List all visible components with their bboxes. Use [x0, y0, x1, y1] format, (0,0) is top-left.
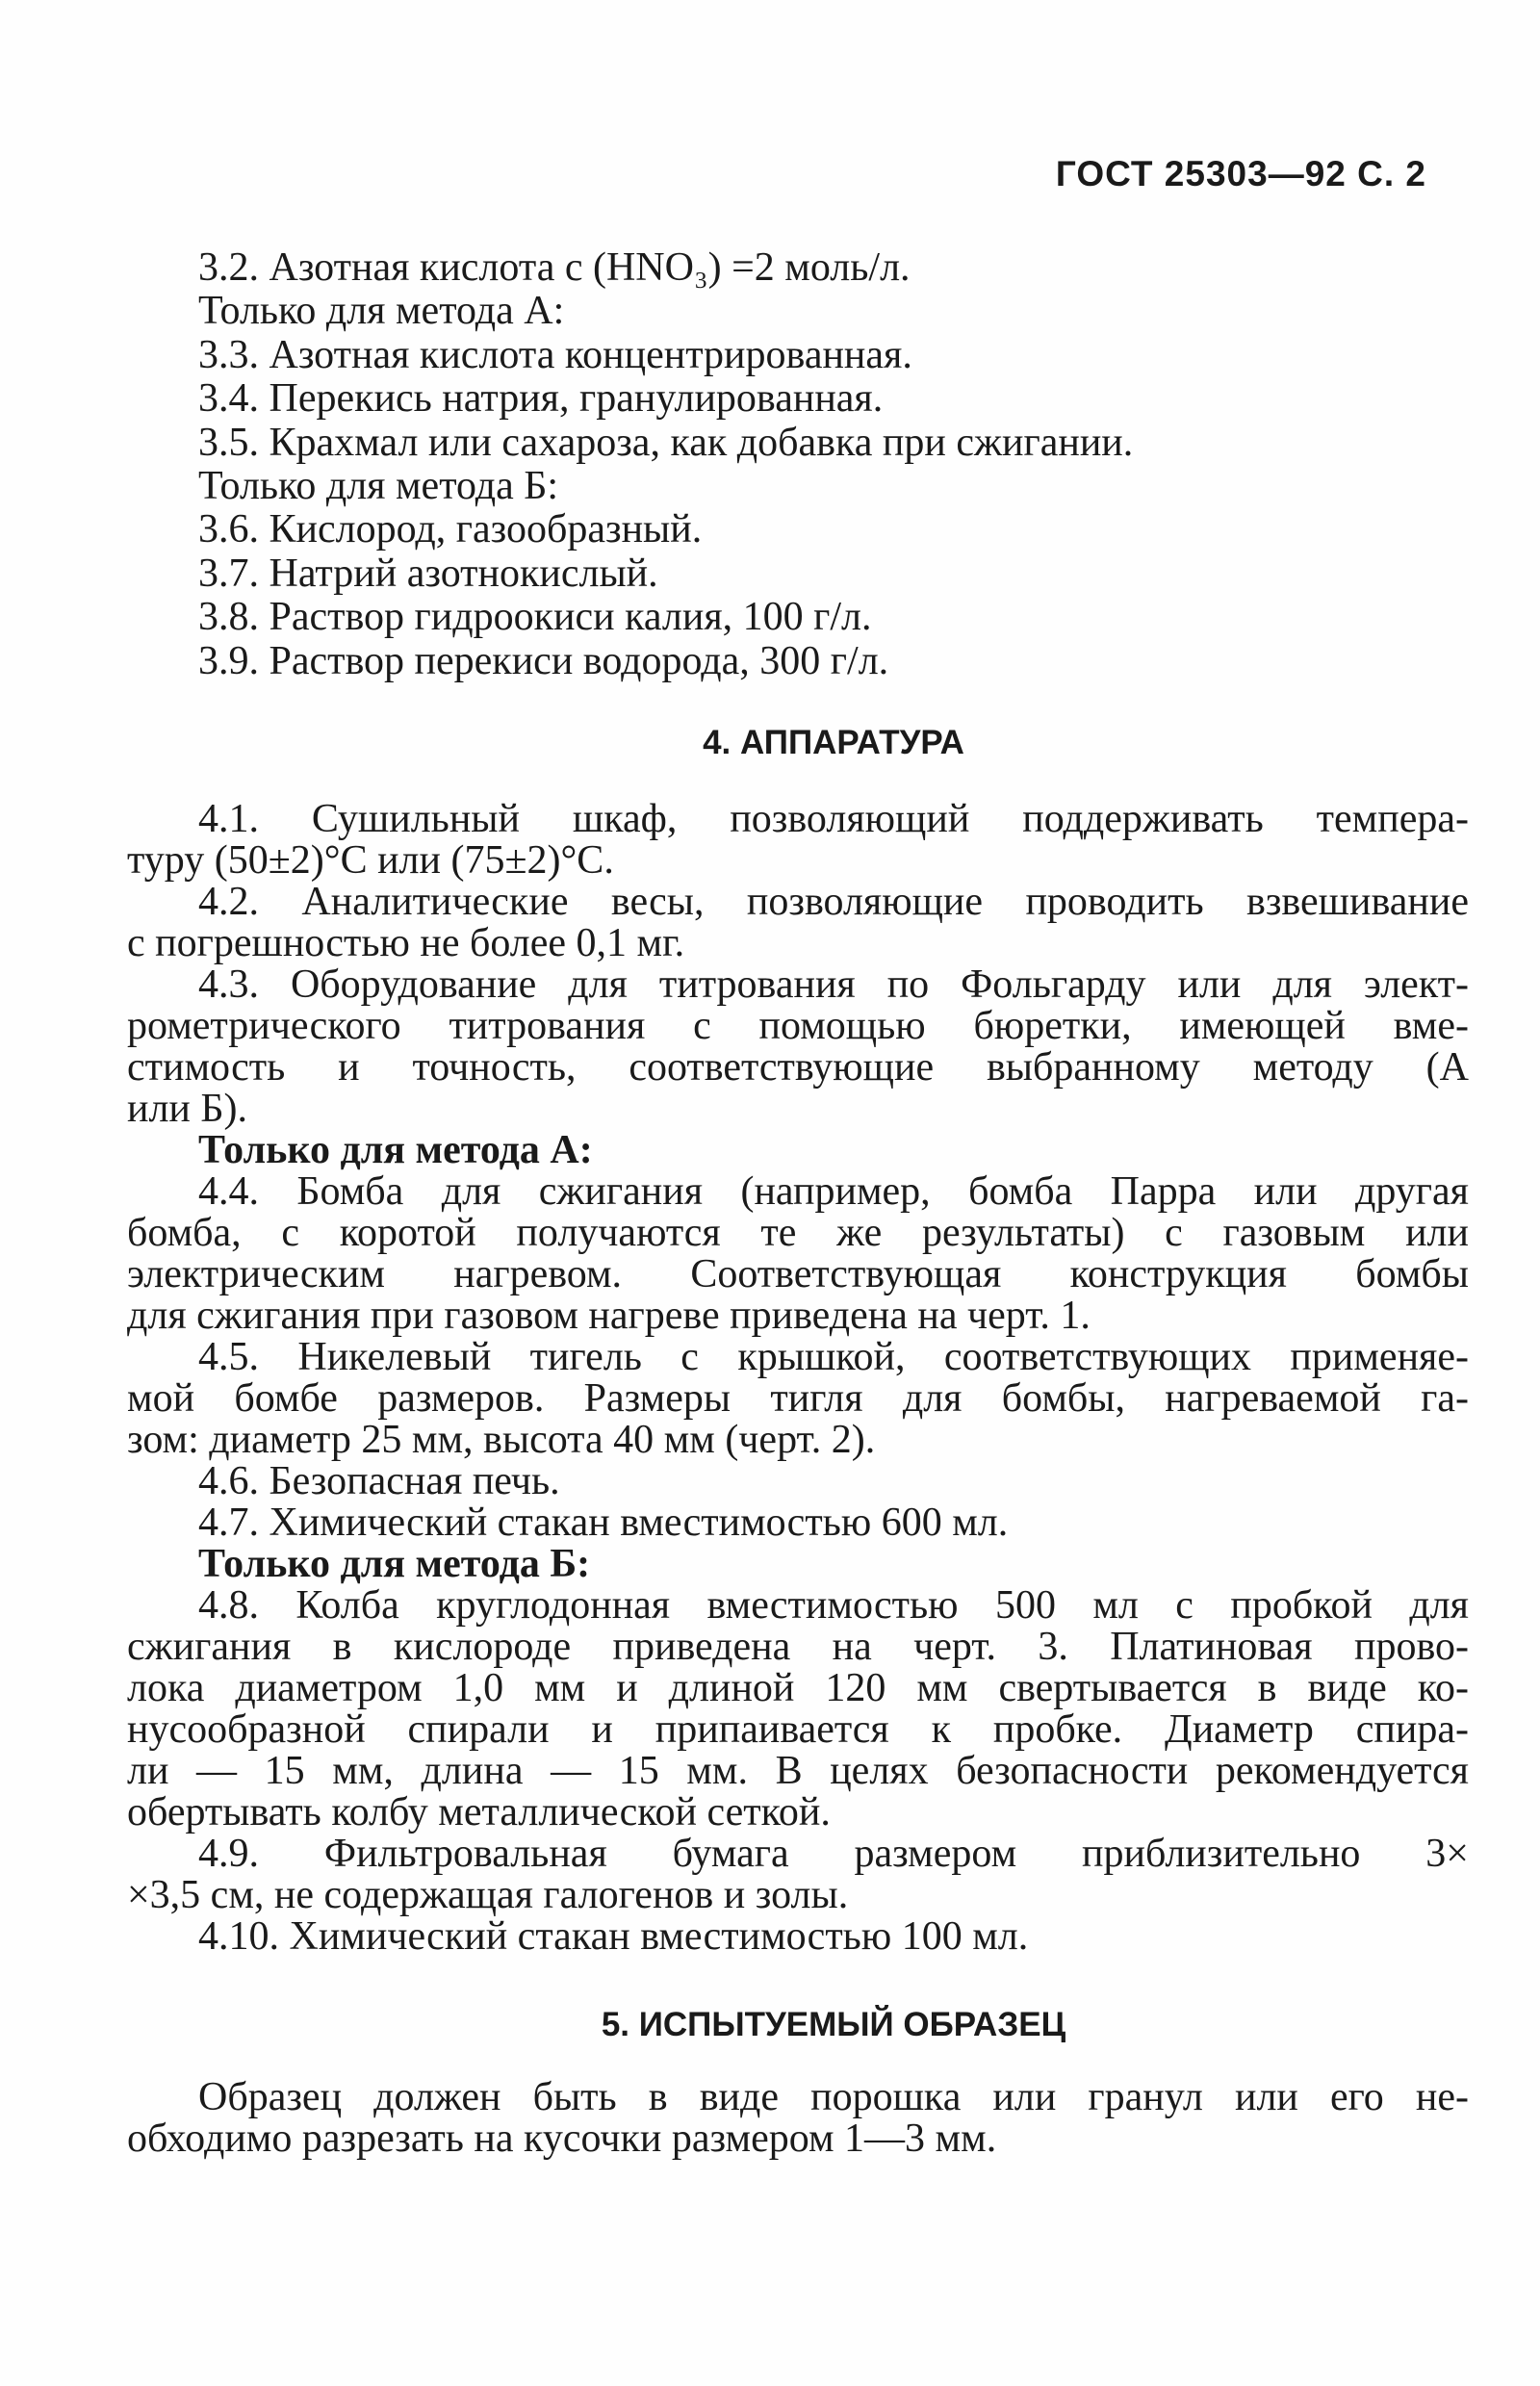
paragraph-4-8-cont: лока диаметром 1,0 мм и длиной 120 мм свертывается в виде ко- [127, 1665, 1469, 1710]
paragraph-4-4-cont: для сжигания при газовом нагреве приведена на черт. 1. [127, 1293, 1091, 1338]
method-a-note: Только для метода А: [198, 289, 565, 334]
paragraph-4-3-cont: или Б). [127, 1086, 248, 1131]
paragraph-4-8-cont: сжигания в кислороде приведена на черт. 3. Платиновая прово- [127, 1624, 1469, 1669]
paragraph-4-9-cont: ×3,5 см, не содержащая галогенов и золы. [127, 1872, 849, 1917]
page-header: ГОСТ 25303—92 С. 2 [1055, 154, 1426, 193]
paragraph-4-9: 4.9. Фильтровальная бумага размером приблизительно 3× [198, 1831, 1469, 1876]
paragraph-4-10: 4.10. Химический стакан вместимостью 100 мл. [198, 1913, 1029, 1959]
paragraph-4-8-cont: ли — 15 мм, длина — 15 мм. В целях безопасности рекомендуется [127, 1748, 1469, 1793]
reagents-list [198, 246, 1469, 683]
paragraph-4-8-cont: нусообразной спирали и припаивается к пробке. Диаметр спира- [127, 1706, 1469, 1752]
paragraph-4-5: 4.5. Никелевый тигель с крышкой, соответствующих применяе- [198, 1334, 1469, 1379]
reagent-item: 3.2. Азотная кислота c (HNO₃) =2 моль/л. [198, 245, 911, 290]
reagent-item: 3.5. Крахмал или сахароза, как добавка при сжигании. [198, 420, 1134, 465]
paragraph-4-2-cont: с погрешностью не более 0,1 мг. [127, 920, 685, 965]
paragraph-4-2: 4.2. Аналитические весы, позволяющие проводить взвешивание [198, 879, 1469, 924]
subheading-method-a: Только для метода А: [198, 1127, 593, 1172]
reagent-item: 3.9. Раствор перекиси водорода, 300 г/л. [198, 638, 889, 683]
method-b-note: Только для метода Б: [198, 463, 559, 508]
reagent-item: 3.8. Раствор гидроокиси калия, 100 г/л. [198, 595, 872, 640]
apparatus-section [127, 796, 1469, 1959]
paragraph-4-4-cont: бомба, с коротой получаются те же результаты) с газовым или [127, 1210, 1469, 1255]
paragraph-4-8: 4.8. Колба круглодонная вместимостью 500 мл с пробкой для [198, 1582, 1469, 1628]
body-text [127, 245, 1469, 2161]
paragraph-4-8-cont: обертывать колбу металлической сеткой. [127, 1789, 831, 1834]
paragraph-4-4: 4.4. Бомба для сжигания (например, бомба Парра или другая [198, 1168, 1469, 1214]
paragraph-4-3-cont: рометрического титрования с помощью бюретки, имеющей вме- [127, 1003, 1469, 1048]
paragraph-4-3-cont: стимость и точность, соответствующие выбранному методу (А [127, 1044, 1469, 1090]
paragraph-4-3: 4.3. Оборудование для титрования по Фольгарду или для элект- [198, 962, 1469, 1007]
section-title-apparatus: 4. АППАРАТУРА [703, 723, 964, 761]
reagent-item: 3.4. Перекись натрия, гранулированная. [198, 376, 884, 422]
paragraph-4-7: 4.7. Химический стакан вместимостью 600 мл. [198, 1500, 1009, 1545]
paragraph-4-1: 4.1. Сушильный шкаф, позволяющий поддерживать темпера- [198, 796, 1469, 841]
paragraph-4-6: 4.6. Безопасная печь. [198, 1458, 560, 1503]
reagent-item: 3.6. Кислород, газообразный. [198, 507, 703, 552]
reagent-item: 3.7. Натрий азотнокислый. [198, 551, 658, 596]
paragraph-4-5-cont: зом: диаметр 25 мм, высота 40 мм (черт. 2). [127, 1417, 876, 1462]
paragraph-4-1-cont: туру (50±2)°С или (75±2)°С. [127, 837, 614, 883]
section-title-sample: 5. ИСПЫТУЕМЫЙ ОБРАЗЕЦ [601, 2005, 1066, 2043]
reagent-item: 3.3. Азотная кислота концентрированная. [198, 332, 912, 377]
paragraph-4-5-cont: мой бомбе размеров. Размеры тигля для бомбы, нагреваемой га- [127, 1375, 1469, 1421]
sample-paragraph: Образец должен быть в виде порошка или гранул или его не- [198, 2074, 1469, 2119]
subheading-method-b: Только для метода Б: [198, 1541, 591, 1586]
paragraph-4-4-cont: электрическим нагревом. Соответствующая конструкция бомбы [127, 1251, 1469, 1296]
sample-paragraph-cont: обходимо разрезать на кусочки размером 1—3 мм. [127, 2116, 997, 2161]
sample-section [127, 2074, 1469, 2161]
